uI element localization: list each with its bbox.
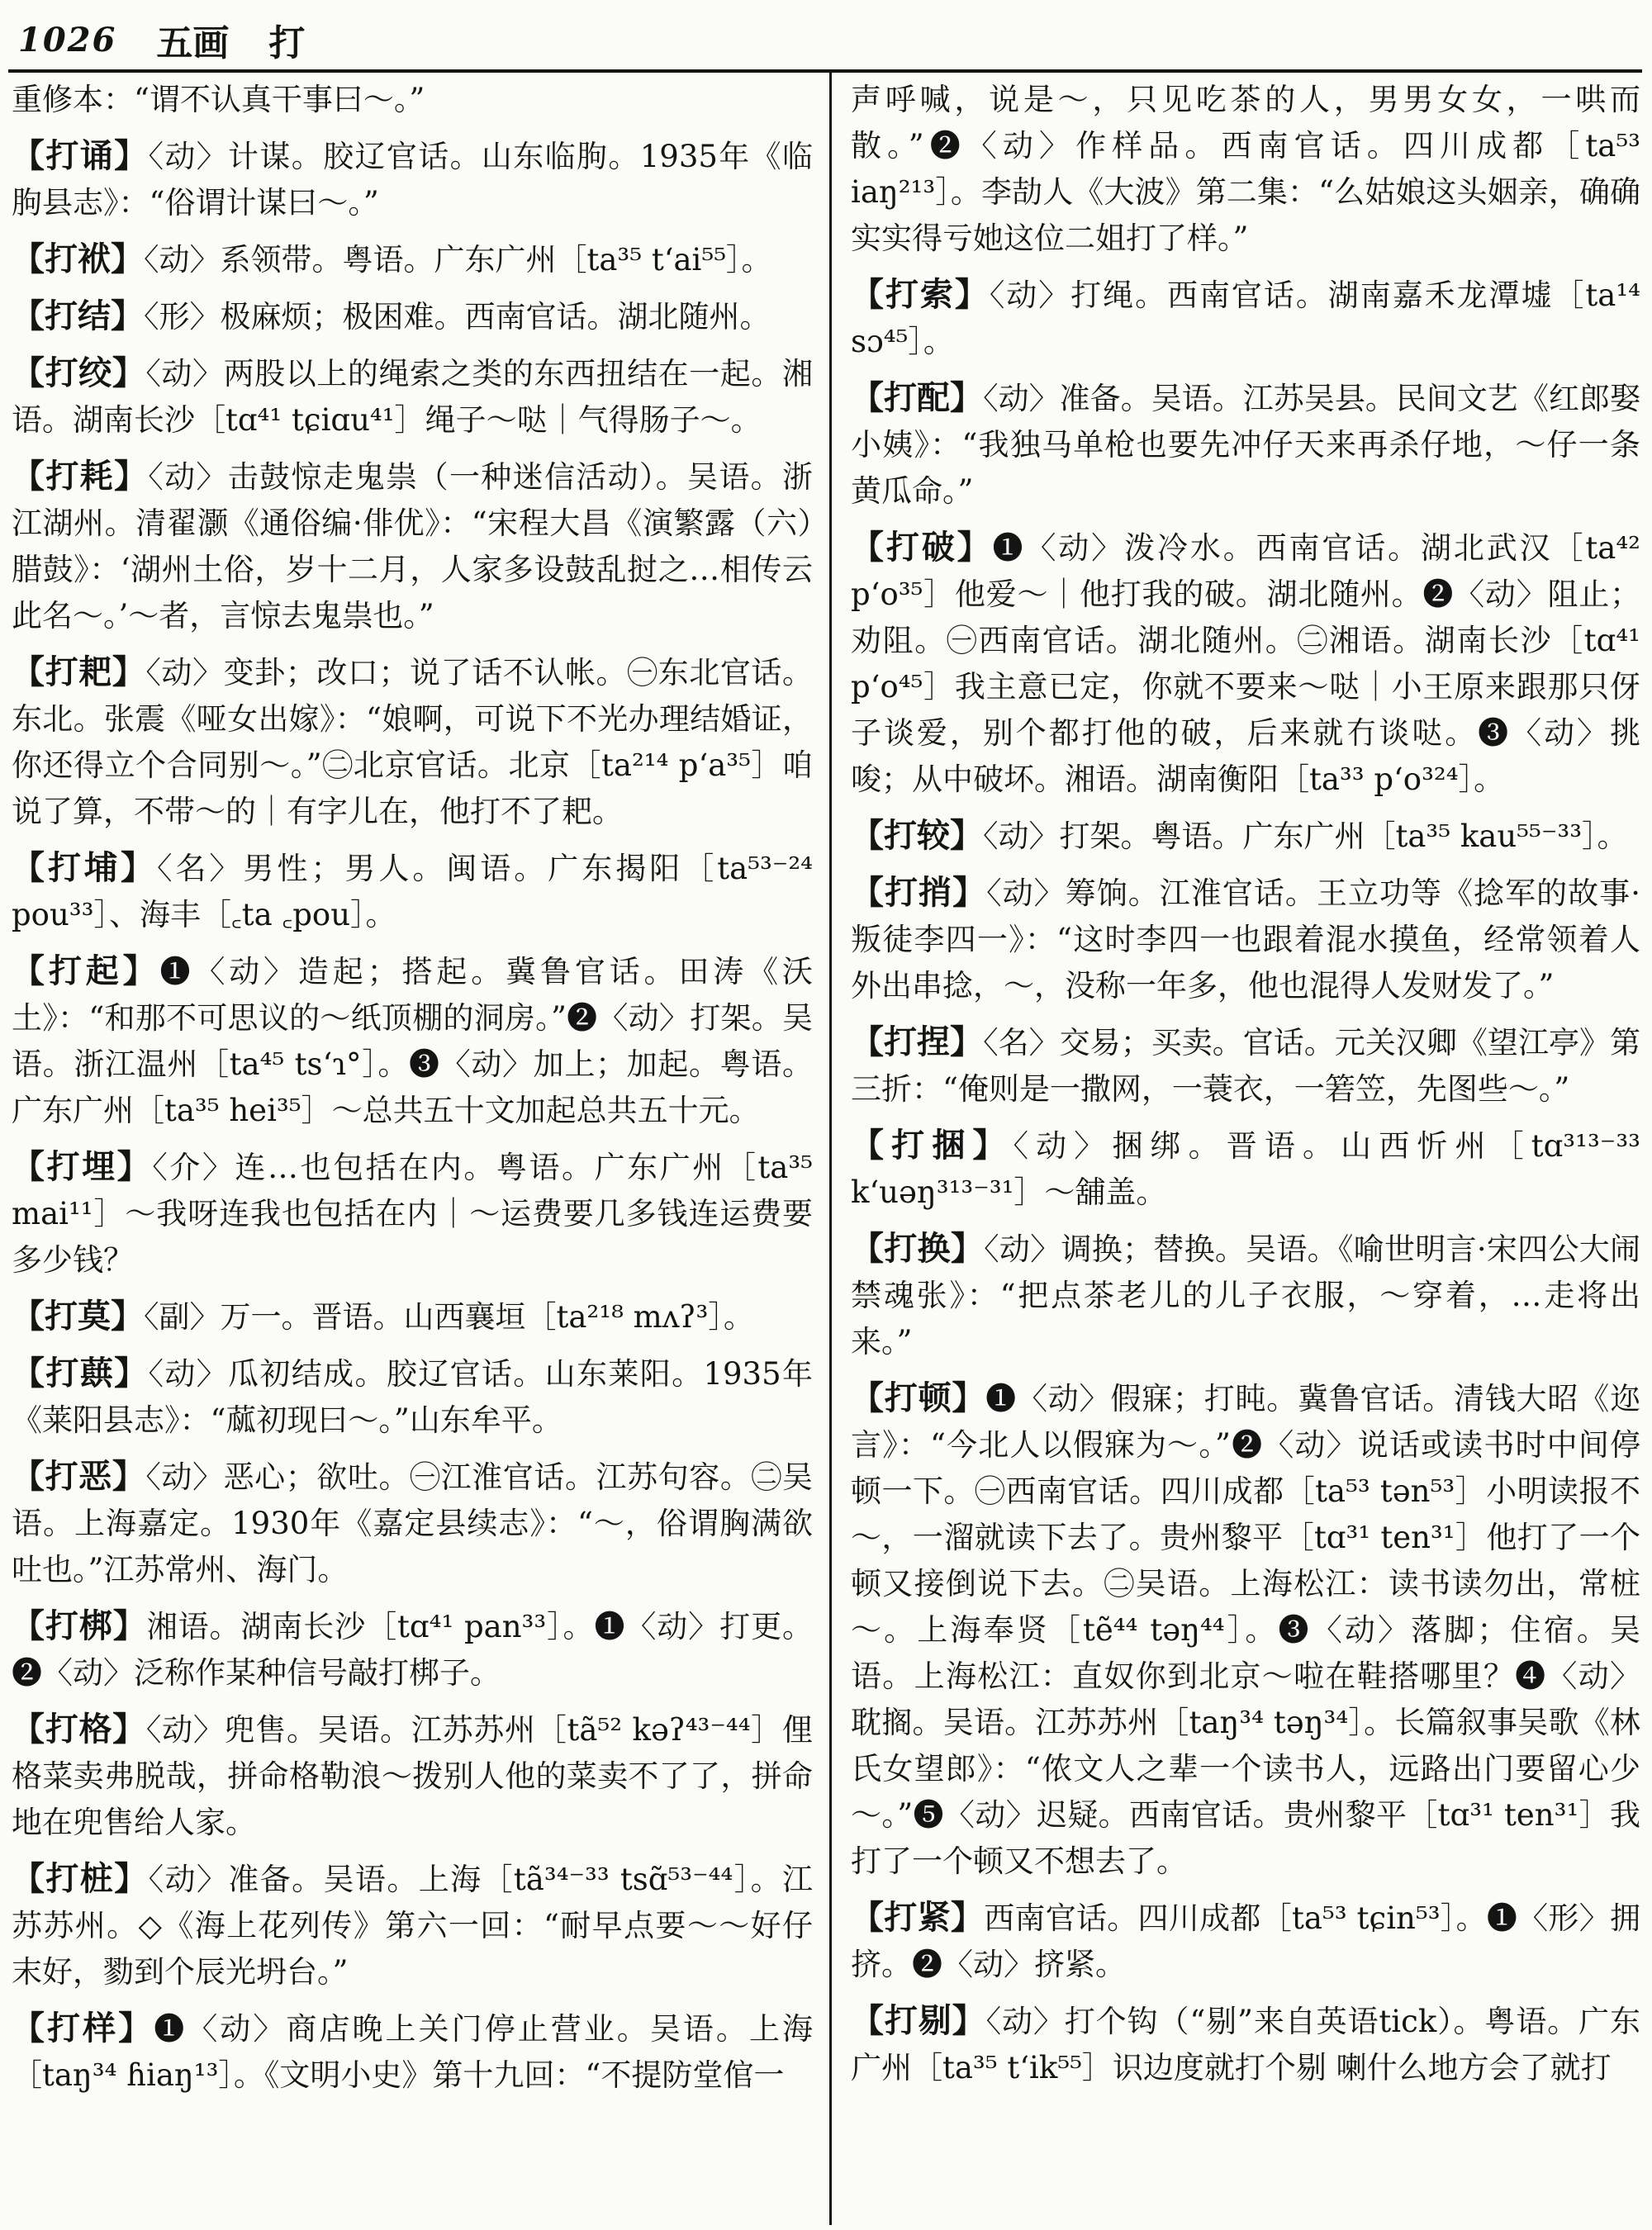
dictionary-entry	[12, 1293, 813, 1340]
entry-headword: 【打蕻】	[12, 1354, 149, 1393]
left-column	[12, 76, 813, 2225]
dictionary-entry	[12, 1350, 813, 1444]
dictionary-entry	[851, 375, 1640, 515]
entry-headword: 【打剔】	[851, 2001, 986, 2040]
entry-headword: 【打索】	[851, 275, 990, 314]
entry-body: 〈动〉击鼓惊走鬼祟（一种迷信活动）。吴语。浙江湖州。清翟灏《通俗编·俳优》：“宋程大昌《演繁露（六）腊鼓》：‘湖州土俗，岁十二月，人家多设鼓乱挝之…相传云此名～。’～者，言惊去鬼祟也。”	[12, 459, 813, 633]
dictionary-entry	[12, 1706, 813, 1846]
dictionary-entry	[12, 649, 813, 835]
dictionary-entry	[12, 948, 813, 1134]
entry-headword: 【打破】	[851, 528, 993, 567]
entry-headword: 【打捏】	[851, 1022, 984, 1061]
entry-body: 西南官话。四川成都［ta⁵³ tɕin⁵³］。❶〈形〉拥挤。❷〈动〉挤紧。	[851, 1900, 1640, 1982]
entry-headword: 【打耗】	[12, 457, 149, 496]
entry-body: 〈动〉打架。粤语。广东广州［ta³⁵ kau⁵⁵⁻³³］。	[983, 818, 1628, 854]
entry-body: 〈动〉系领带。粤语。广东广州［ta³⁵ t‘ai⁵⁵］。	[144, 242, 772, 278]
entry-body: 〈动〉恶心；欲吐。㊀江淮官话。江苏句容。㊁吴语。上海嘉定。1930年《嘉定县续志》：“～，俗谓胸满欲吐也。”江苏常州、海门。	[12, 1459, 813, 1587]
dictionary-entry	[12, 1454, 813, 1593]
entry-headword: 【打格】	[12, 1710, 146, 1748]
entry-body: 〈形〉极麻烦；极困难。西南官话。湖北随州。	[144, 299, 771, 334]
entry-body: ❶〈动〉商店晚上关门停止营业。吴语。上海［taŋ³⁴ ɦiaŋ¹³］。《文明小史》第十九回：“不提防堂倌一	[12, 2011, 813, 2093]
dictionary-entry	[851, 1226, 1640, 1365]
dictionary-entry	[12, 1144, 813, 1283]
dictionary-entry	[851, 76, 1640, 262]
entry-headword: 【打绞】	[12, 353, 146, 392]
entry-headword: 【打莫】	[12, 1297, 144, 1336]
entry-headword: 【打诵】	[12, 136, 149, 175]
entry-headword: 【打埔】	[12, 848, 157, 887]
entry-headword: 【打埋】	[12, 1147, 153, 1186]
entry-body: 〈动〉调换；替换。吴语。《喻世明言·宋四公大闹禁魂张》：“把点茶老儿的儿子衣服，～穿着，…走将出来。”	[851, 1231, 1640, 1359]
dictionary-entry	[851, 524, 1640, 803]
dictionary-entry	[12, 350, 813, 444]
entry-body: 〈动〉打绳。西南官话。湖南嘉禾龙潭墟［ta¹⁴ sɔ⁴⁵］。	[851, 278, 1640, 359]
entry-headword: 【打耙】	[12, 652, 146, 691]
dictionary-entry	[12, 1856, 813, 1995]
entry-headword: 【打结】	[12, 297, 144, 335]
entry-headword: 【打袱】	[12, 240, 144, 278]
dictionary-entry	[851, 272, 1640, 365]
entry-headword: 【打较】	[851, 816, 983, 855]
entry-body: 〈动〉准备。吴语。江苏吴县。民间文艺《红郎娶小姨》：“我独马单枪也要先冲仔天来再杀仔地，～仔一条黄瓜命。”	[851, 381, 1640, 509]
entry-body: 〈动〉计谋。胶辽官话。山东临朐。1935年《临朐县志》：“俗谓计谋曰～。”	[12, 139, 813, 221]
dictionary-entry	[12, 236, 813, 283]
entry-headword: 【打捎】	[851, 873, 987, 912]
entry-body: 〈动〉捆绑。晋语。山西忻州［tɑ³¹³⁻³³ k‘uəŋ³¹³⁻³¹］～舖盖。	[851, 1128, 1640, 1210]
header-rule	[8, 69, 1642, 73]
dictionary-entry	[851, 870, 1640, 1009]
dictionary-entry	[851, 1895, 1640, 1988]
entry-body: 〈动〉兜售。吴语。江苏苏州［tã⁵² kəʔ⁴³⁻⁴⁴］俚格菜卖弗脱哉，拼命格勒浪～拨别人他的菜卖不了了，拼命地在兜售给人家。	[12, 1712, 813, 1840]
entry-headword: 【打桩】	[12, 1859, 149, 1898]
entry-body: 声呼喊，说是～，只见吃茶的人，男男女女，一哄而散。”❷〈动〉作样品。西南官话。四川成都［ta⁵³ iaŋ²¹³］。李劼人《大波》第二集：“么姑娘这头姻亲，确确实实得亏她这位二姐打了样。”	[851, 82, 1640, 256]
entry-body: 〈动〉准备。吴语。上海［tã³⁴⁻³³ tsɑ̃⁵³⁻⁴⁴］。江苏苏州。◇《海上花列传》第六一回：“耐早点要～～好仔末好，勠到个辰光坍台。”	[12, 1862, 813, 1990]
entry-headword: 【打换】	[851, 1229, 985, 1268]
dictionary-entry	[12, 1603, 813, 1696]
dictionary-entry	[851, 813, 1640, 860]
entry-headword: 【打恶】	[12, 1457, 146, 1496]
entry-body: 〈动〉变卦；改口；说了话不认帐。㊀东北官话。东北。张震《哑女出嫁》：“娘啊，可说下不光办理结婚证，你还得立个合同别～。”㊁北京官话。北京［ta²¹⁴ p‘a³⁵］咱说了算，不带～的｜有字儿在，他打不了耙。	[12, 655, 813, 829]
entry-body: 〈动〉两股以上的绳索之类的东西扭结在一起。湘语。湖南长沙［tɑ⁴¹ tɕiɑu⁴¹］绳子～哒｜气得肠子～。	[12, 356, 813, 438]
section-label: 五画	[156, 22, 230, 64]
entry-headword: 【打顿】	[851, 1378, 986, 1417]
running-head	[18, 12, 305, 68]
column-divider	[829, 73, 832, 2225]
dictionary-entry	[851, 1998, 1640, 2091]
entry-body: ❶〈动〉泼冷水。西南官话。湖北武汉［ta⁴² p‘o³⁵］他爱～｜他打我的破。湖北随州。❷〈动〉阻止；劝阻。㊀西南官话。湖北随州。㊁湘语。湖南长沙［tɑ⁴¹ p‘o⁴⁵］我主意已定，你就不要来～哒｜小王原来跟那只伢子谈爱，别个都打他的破，后来就冇谈哒。❸〈动〉挑唆；从中破坏。湘语。湖南衡阳［ta³³ p‘o³²⁴］。	[851, 530, 1640, 797]
entry-headword: 【打紧】	[851, 1898, 985, 1937]
dictionary-entry	[12, 453, 813, 639]
entry-body: 〈介〉连…也包括在内。粤语。广东广州［ta³⁵ mai¹¹］～我呀连我也包括在内｜～运费要几多钱连运费要多少钱？	[12, 1150, 813, 1278]
dictionary-entry	[12, 845, 813, 938]
entry-body: 〈副〉万一。晋语。山西襄垣［ta²¹⁸ mʌʔ³］。	[144, 1299, 754, 1335]
entry-body: 〈动〉打个钩（“剔”来自英语tick）。粤语。广东广州［ta³⁵ t‘ik⁵⁵］识边度就打个剔 喇什么地方会了就打	[851, 2004, 1640, 2085]
entry-body: 湘语。湖南长沙［tɑ⁴¹ pan³³］。❶〈动〉打更。❷〈动〉泛称作某种信号敲打梆子。	[12, 1609, 813, 1691]
dictionary-entry	[12, 76, 813, 123]
entry-headword: 【打捆】	[851, 1126, 1014, 1165]
entry-body: 〈名〉男性；男人。闽语。广东揭阳［ta⁵³⁻²⁴ pou³³］、海丰［꜀ta ꜀pou］。	[12, 851, 813, 932]
entry-body: 〈动〉筹饷。江淮官话。王立功等《捻军的故事·叛徒李四一》：“这时李四一也跟着混水摸鱼，经常领着人外出串捻，～，没称一年多，他也混得人发财发了。”	[851, 875, 1640, 1004]
page-number: 1026	[18, 20, 117, 59]
entry-body: 〈名〉交易；买卖。官话。元关汉卿《望江亭》第三折：“俺则是一撒网，一蓑衣，一箬笠，先图些～。”	[851, 1025, 1640, 1107]
entry-body: 〈动〉瓜初结成。胶辽官话。山东莱阳。1935年《莱阳县志》：“蓏初现曰～。”山东牟平。	[12, 1356, 813, 1438]
entry-headword: 【打梆】	[12, 1606, 147, 1645]
entry-body: ❶〈动〉假寐；打盹。冀鲁官话。清钱大昭《迩言》：“今北人以假寐为～。”❷〈动〉说话或读书时中间停顿一下。㊀西南官话。四川成都［ta⁵³ tən⁵³］小明读报不～，一溜就读下去了。贵州黎平［tɑ³¹ ten³¹］他打了一个顿又接倒说下去。㊁吴语。上海松江：读书读勿出，常桩～。上海奉贤［tẽ⁴⁴ təŋ⁴⁴］。❸〈动〉落脚；住宿。吴语。上海松江：直奴你到北京～啦在鞋搭哪里？❹〈动〉耽搁。吴语。江苏苏州［taŋ³⁴ təŋ³⁴］。长篇叙事吴歌《林氏女望郎》：“侬文人之辈一个读书人，远路出门要留心少～。”❺〈动〉迟疑。西南官话。贵州黎平［tɑ³¹ ten³¹］我打了一个顿又不想去了。	[851, 1381, 1640, 1879]
entry-body: 重修本：“谓不认真干事曰～。”	[12, 82, 425, 117]
dictionary-entry	[12, 133, 813, 226]
dictionary-entry	[851, 1019, 1640, 1113]
entry-body: ❶〈动〉造起；搭起。冀鲁官话。田涛《沃土》：“和那不可思议的～纸顶棚的洞房。”❷〈动〉打架。吴语。浙江温州［ta⁴⁵ ts‘ɿ°］。❸〈动〉加上；加起。粤语。广东广州［ta³⁵ hei³⁵］～总共五十文加起总共五十元。	[12, 954, 813, 1128]
dictionary-entry	[851, 1122, 1640, 1216]
entry-headword: 【打起】	[12, 951, 160, 990]
right-column	[851, 76, 1640, 2225]
dictionary-entry	[12, 2005, 813, 2099]
dictionary-entry	[851, 1375, 1640, 1885]
entry-headword: 【打配】	[851, 378, 984, 417]
dictionary-entry	[12, 293, 813, 340]
headword-character: 打	[268, 22, 306, 64]
entry-headword: 【打样】	[12, 2009, 154, 2047]
